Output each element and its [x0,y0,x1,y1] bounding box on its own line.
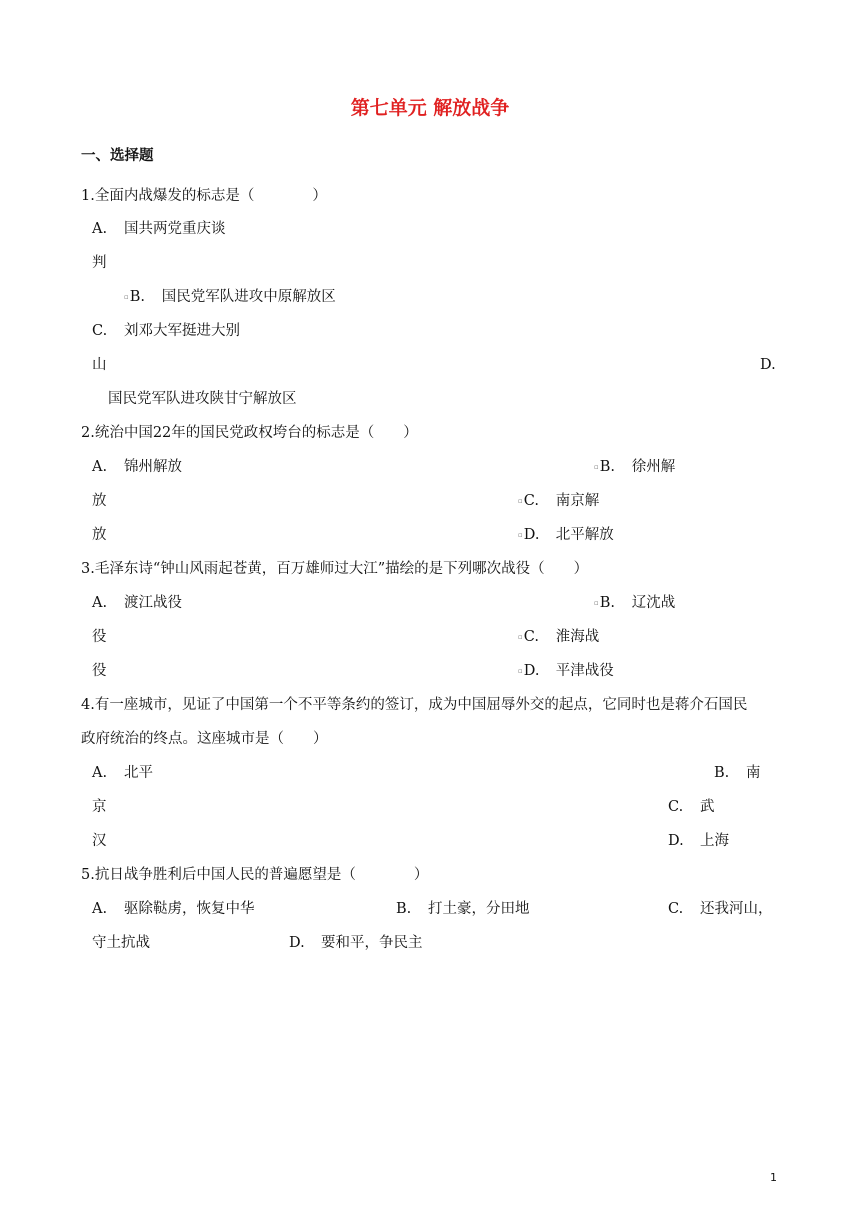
question-2-stem: 2.统治中国22年的国民党政权垮台的标志是（ ） [81,425,418,441]
q3-option-c-wrap: 役 [92,663,107,679]
q4-option-c-wrap: 汉 [92,833,107,849]
question-1-stem: 1.全面内战爆发的标志是（ ） [81,188,327,204]
question-3-stem: 3.毛泽东诗“钟山风雨起苍黄，百万雄师过大江”描绘的是下列哪次战役（ ） [81,561,589,577]
q1-option-d-text: 国民党军队进攻陕甘宁解放区 [108,391,297,407]
q5-option-b: B. 打土豪，分田地 [396,901,530,917]
q1-option-c-wrap: 山 [92,357,107,373]
page-number: 1 [770,1171,777,1184]
question-4-stem-line2: 政府统治的终点。这座城市是（ ） [81,731,328,747]
q3-option-c: ▫C. 淮海战 [518,629,600,645]
q2-option-d: ▫D. 北平解放 [518,527,614,543]
q3-option-b-wrap: 役 [92,629,107,645]
q1-option-a: A. 国共两党重庆谈 [92,221,226,237]
question-4-stem-line1: 4.有一座城市，见证了中国第一个不平等条约的签订，成为中国屈辱外交的起点，它同时也是蒋介石国民 [81,697,748,713]
q5-option-c-wrap: 守土抗战 [92,935,150,951]
q1-option-a-wrap: 判 [92,255,107,271]
question-5-stem: 5.抗日战争胜利后中国人民的普遍愿望是（ ） [81,867,429,883]
page-title: 第七单元 解放战争 [350,97,510,119]
q3-option-a: A. 渡江战役 [92,595,182,611]
q5-option-c: C. 还我河山， [668,901,773,917]
q4-option-b: B. 南 [714,765,761,781]
q5-option-d: D. 要和平，争民主 [289,935,423,951]
q4-option-d: D. 上海 [668,833,729,849]
section-heading: 一、选择题 [81,148,154,164]
q2-option-a: A. 锦州解放 [92,459,182,475]
q1-option-c: C. 刘邓大军挺进大别 [92,323,240,339]
q1-option-b: ▫B. 国民党军队进攻中原解放区 [124,289,336,305]
q5-option-a: A. 驱除鞑虏，恢复中华 [92,901,255,917]
q2-option-b-wrap: 放 [92,493,107,509]
q4-option-a: A. 北平 [92,765,153,781]
q2-option-c: ▫C. 南京解 [518,493,600,509]
q4-option-b-wrap: 京 [92,799,107,815]
q1-option-d-label: D. [760,357,776,373]
q3-option-d: ▫D. 平津战役 [518,663,614,679]
q3-option-b: ▫B. 辽沈战 [594,595,676,611]
q4-option-c: C. 武 [668,799,715,815]
q2-option-c-wrap: 放 [92,527,107,543]
q2-option-b: ▫B. 徐州解 [594,459,676,475]
